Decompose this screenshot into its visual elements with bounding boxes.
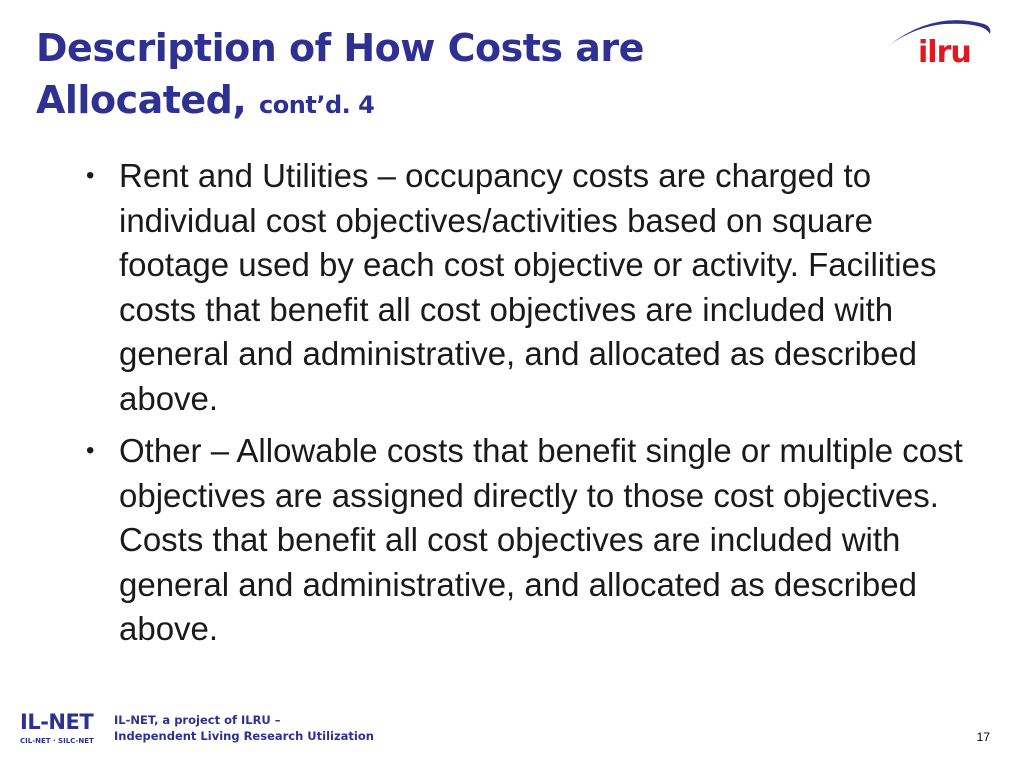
bullet-list [86, 154, 986, 660]
ilnet-logo-subtext: CIL-NET · SILC-NET [20, 737, 94, 745]
slide-title-line1: Description of How Costs are [36, 26, 644, 70]
bullet-item [86, 154, 986, 421]
footer-caption [114, 712, 374, 744]
ilnet-logo-text: IL-NET [20, 710, 94, 734]
slide-title-suffix: cont’d. 4 [259, 91, 375, 119]
footer-line1: IL-NET, a project of ILRU – [114, 713, 281, 727]
slide-title [36, 22, 836, 131]
ilru-logo-text: ilru [918, 35, 971, 70]
ilru-logo [884, 14, 996, 74]
bullet-item [86, 429, 986, 652]
page-number: 17 [976, 730, 990, 744]
footer-line2: Independent Living Research Utilization [114, 729, 374, 743]
bullet-text: Other – Allowable costs that benefit single or multiple cost objectives are assigned directly to those cost objectives. Costs that benefit all cost objectives are included with general and administrative, and allocated as described above. [119, 432, 963, 647]
bullet-icon: • [86, 437, 95, 464]
bullet-text: Rent and Utilities – occupancy costs are charged to individual cost objectives/activities based on square footage used by each cost objective or activity. Facilities costs that benefit all cost objectives are included with general and administrative, and allocated as described above. [119, 157, 937, 417]
ilnet-logo [20, 710, 98, 752]
bullet-icon: • [86, 162, 95, 189]
slide-title-main: Allocated, [36, 78, 247, 122]
slide-title-line2 [36, 74, 836, 131]
